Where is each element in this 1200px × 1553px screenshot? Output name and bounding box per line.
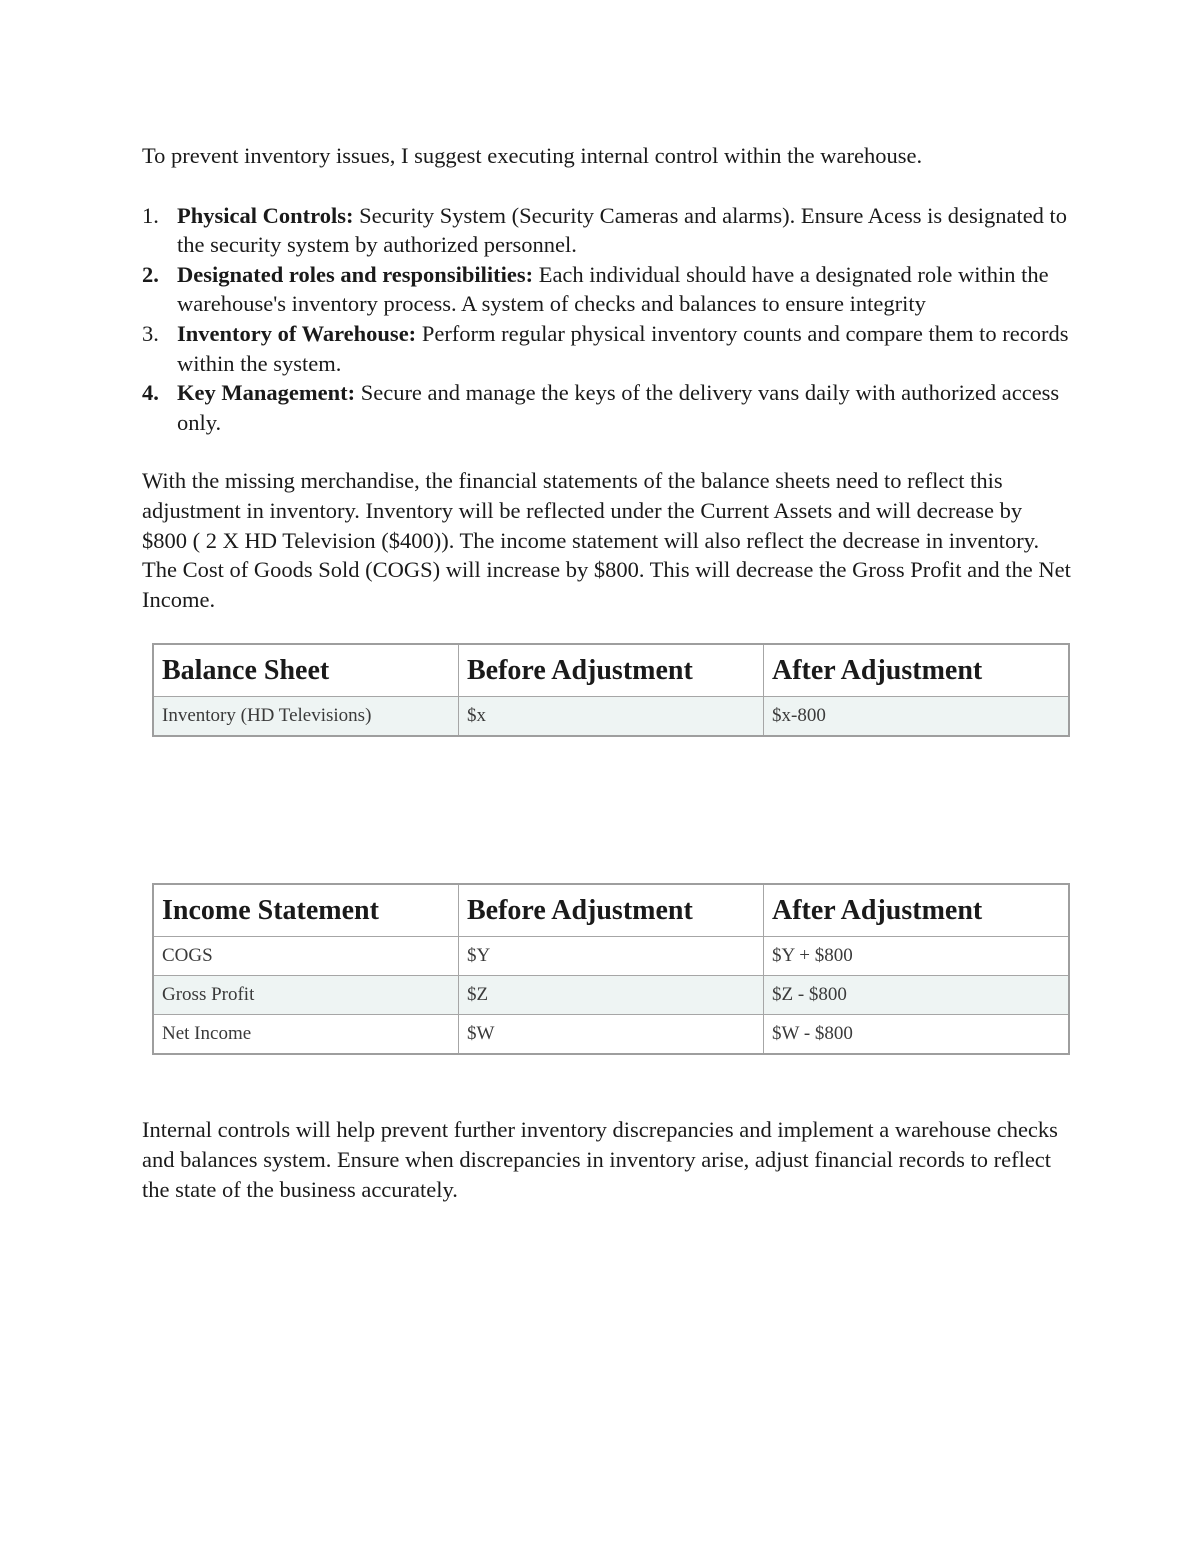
table-cell: $Y (459, 937, 764, 976)
table-cell: COGS (153, 937, 459, 976)
table-cell: $Z (459, 976, 764, 1015)
closing-paragraph: Internal controls will help prevent further inventory discrepancies and implement a warehouse checks and balances system. Ensure when discrepancies in inventory arise, adjust financial records to reflect the state of the business accurately. (142, 1117, 1058, 1202)
table-row (153, 1015, 1069, 1055)
list-item-number: 4. (142, 380, 159, 406)
list-item-text: Secure and manage the keys of the delivery vans daily with authorized access only. (177, 380, 1060, 435)
internal-controls-list (142, 201, 1072, 438)
list-item-number: 3. (142, 320, 159, 346)
table-cell: $W (459, 1015, 764, 1055)
table-cell: $W - $800 (764, 1015, 1070, 1055)
intro-paragraph: To prevent inventory issues, I suggest executing internal control within the warehouse. (142, 143, 923, 168)
table-cell: Inventory (HD Televisions) (153, 697, 459, 737)
list-item-text: Perform regular physical inventory counts and compare them to records within the system. (177, 320, 1069, 376)
list-item-term: Physical Controls: (177, 202, 354, 228)
list-item-text: Security System (Security Cameras and alarms). Ensure Acess is designated to the security system by authorized personnel. (177, 202, 1068, 258)
table-row (153, 697, 1069, 737)
table-header-row (153, 644, 1069, 697)
list-item-term: Key Management: (177, 380, 356, 406)
table-cell: $x-800 (764, 697, 1070, 737)
table-row (153, 937, 1069, 976)
balance-sheet-table (152, 643, 1070, 737)
list-item-number: 2. (142, 261, 159, 287)
list-item (142, 319, 1072, 378)
table-cell: Net Income (153, 1015, 459, 1055)
list-item-term: Inventory of Warehouse: (177, 320, 417, 346)
list-item (142, 260, 1072, 319)
table-cell: Gross Profit (153, 976, 459, 1015)
income-statement-table (152, 883, 1070, 1055)
table-cell: $x (459, 697, 764, 737)
list-item (142, 378, 1072, 437)
table-header-cell: Before Adjustment (459, 884, 764, 937)
table-cell: $Z - $800 (764, 976, 1070, 1015)
table-header-cell: Before Adjustment (459, 644, 764, 697)
list-item-term: Designated roles and responsibilities: (177, 261, 534, 287)
list-item-text: Each individual should have a designated role within the warehouse's inventory process. A system of checks and balances to ensure integrity (177, 261, 1049, 317)
table-header-row (153, 884, 1069, 937)
table-header-cell: After Adjustment (764, 884, 1070, 937)
table-header-cell: Balance Sheet (153, 644, 459, 697)
list-item (142, 201, 1072, 260)
table-header-cell: After Adjustment (764, 644, 1070, 697)
table-cell: $Y + $800 (764, 937, 1070, 976)
adjustment-paragraph: With the missing merchandise, the financial statements of the balance sheets need to reflect this adjustment in inventory. Inventory will be reflected under the Current Assets and will decrease by $800 ( 2 X HD Television ($400)). The income statement will also reflect the decrease in inventory. The Cost of Goods Sold (COGS) will increase by $800. This will decrease the Gross Profit and the Net Income. (142, 468, 1071, 612)
document-page (142, 141, 1072, 1204)
table-header-cell: Income Statement (153, 884, 459, 937)
list-item-number: 1. (142, 202, 159, 228)
table-row (153, 976, 1069, 1015)
